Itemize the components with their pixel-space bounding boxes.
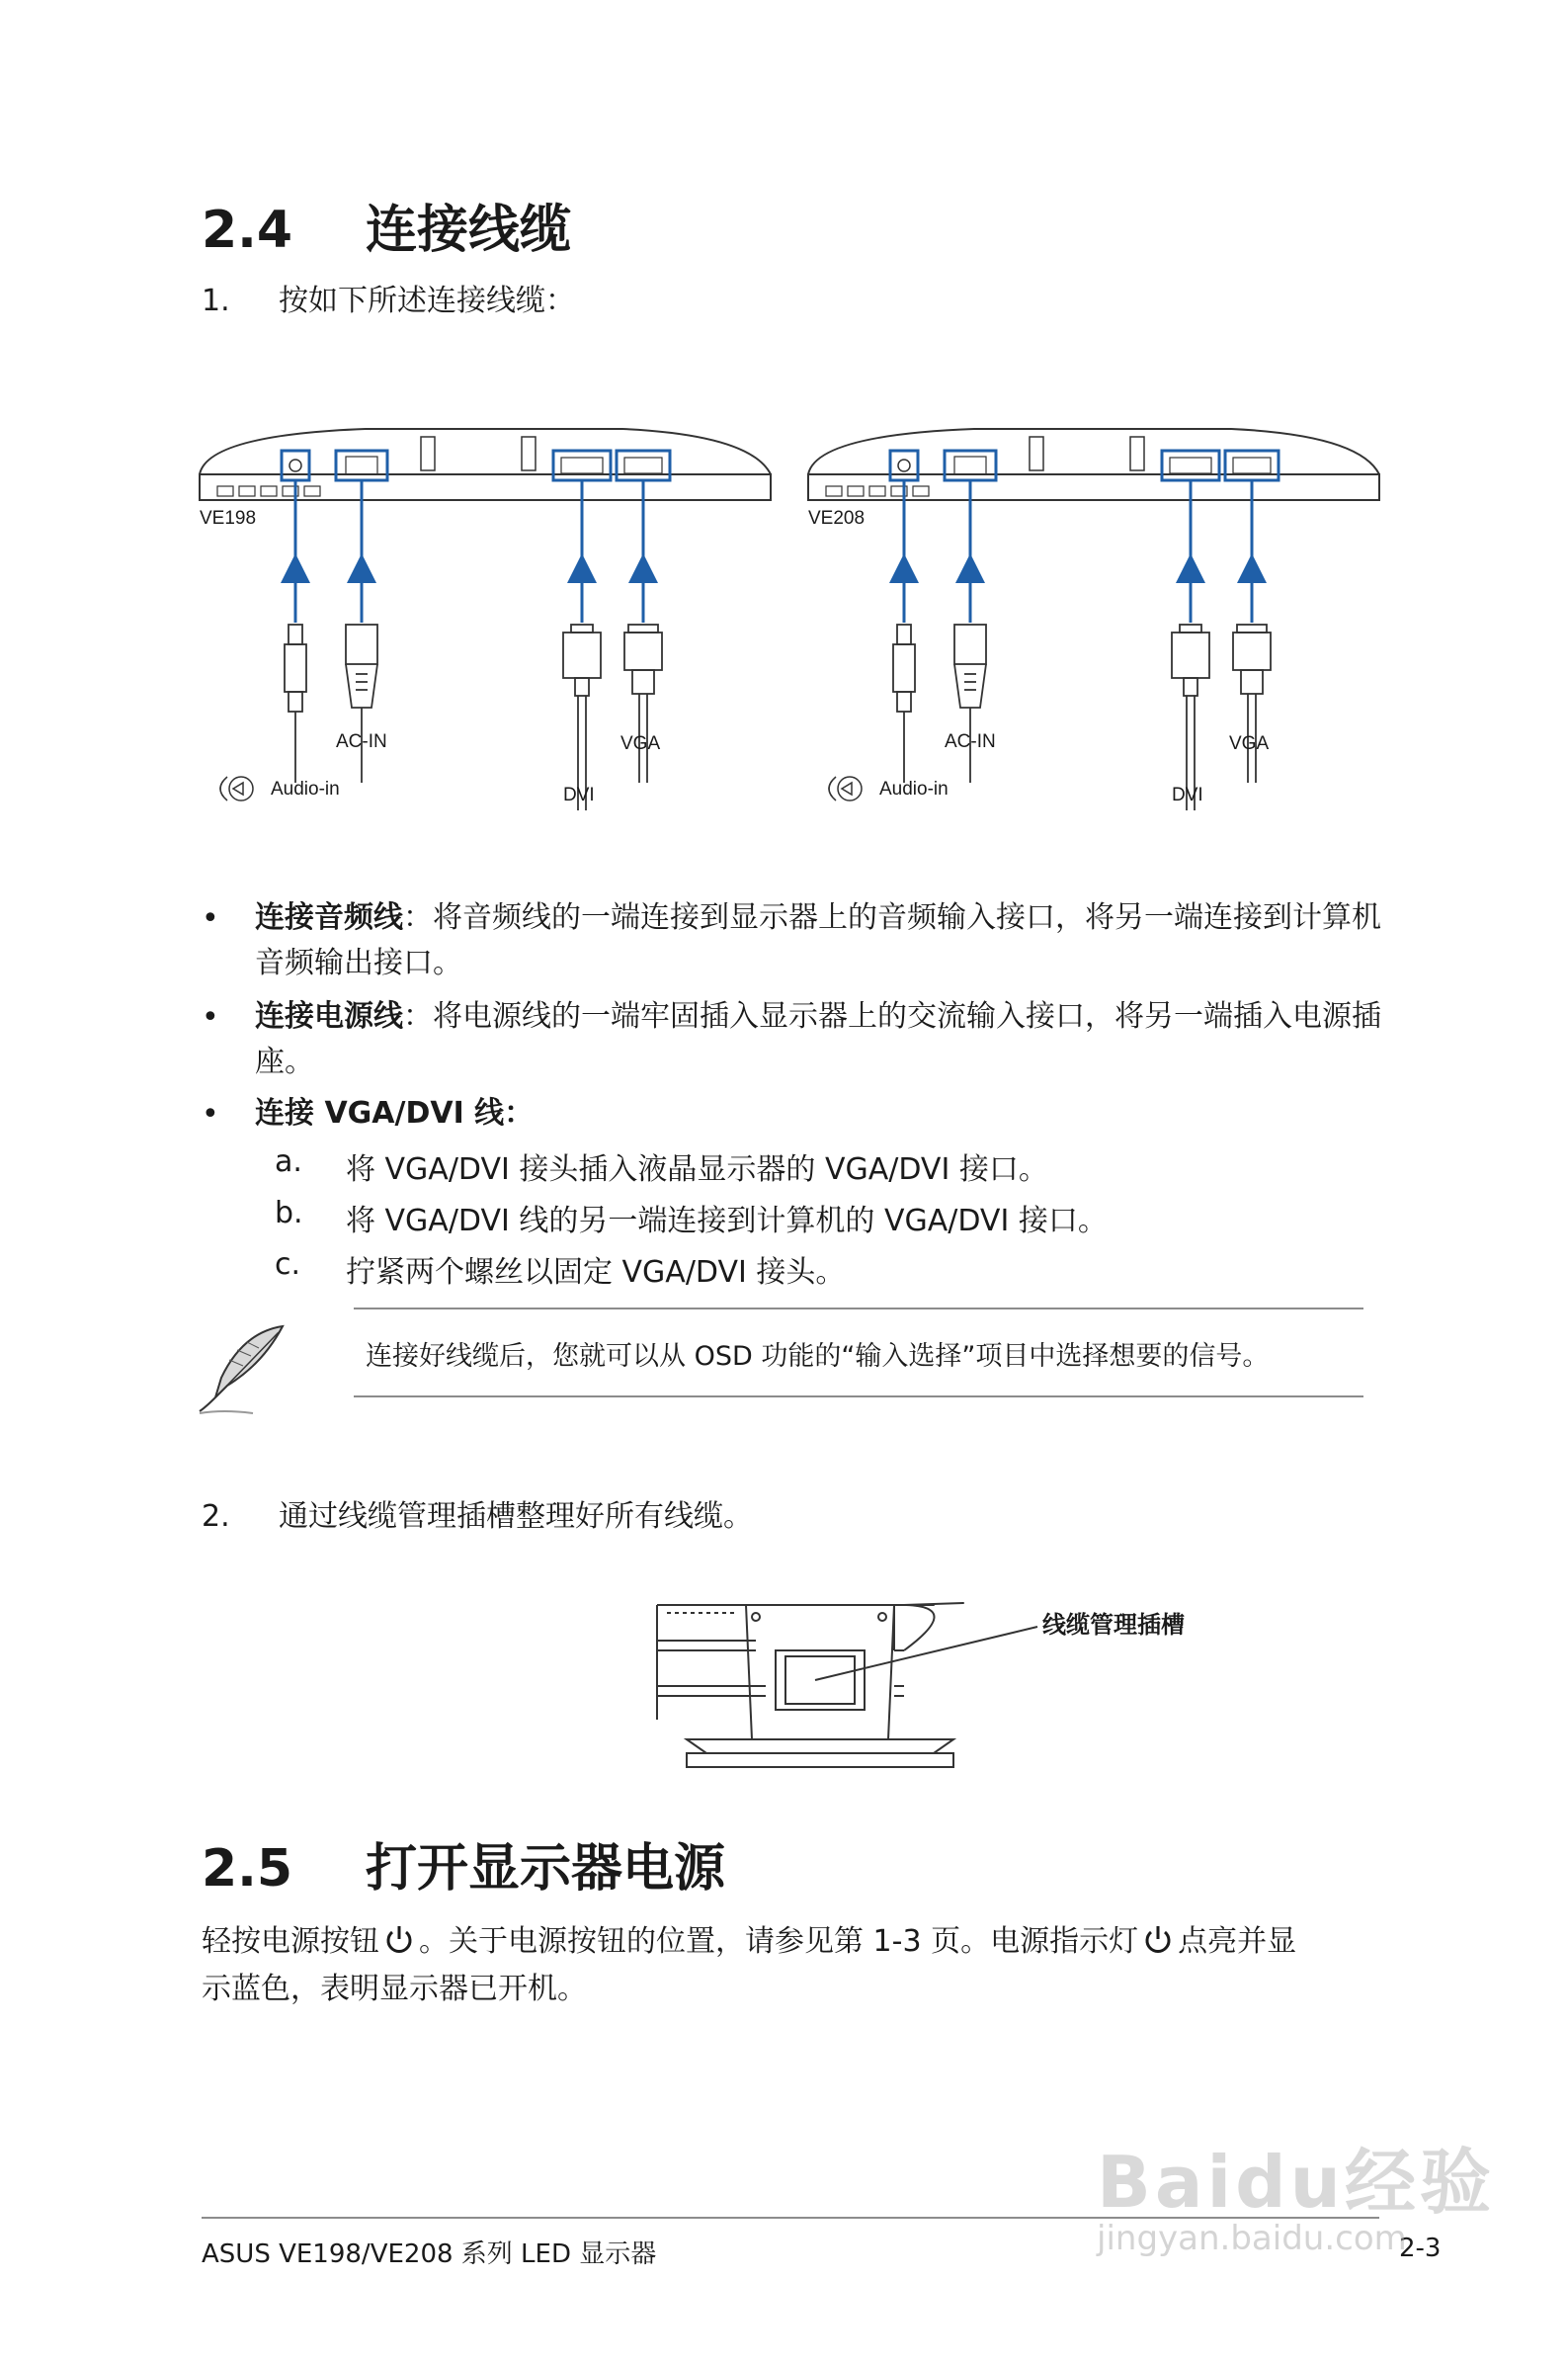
sub-step-text: 将 VGA/DVI 线的另一端连接到计算机的 VGA/DVI 接口。 [346, 1204, 1108, 1238]
callout-line [815, 1627, 1037, 1680]
sub-step-text: 将 VGA/DVI 接头插入液晶显示器的 VGA/DVI 接口。 [346, 1152, 1048, 1187]
vga-plug [624, 625, 662, 783]
power-paragraph [202, 1919, 1387, 1964]
dvi-label: DVI [563, 785, 595, 805]
ac-in-label: AC-IN [336, 731, 387, 752]
audio-plug [285, 625, 306, 783]
power-paragraph-line-2: 示蓝色，表明显示器已开机。 [202, 1972, 587, 2006]
step-2-text: 通过线缆管理插槽整理好所有线缆。 [279, 1499, 753, 1534]
step-1-text: 按如下所述连接线缆： [279, 284, 575, 318]
vga-label: VGA [1229, 733, 1270, 754]
bullet-audio [255, 895, 1381, 986]
footer-title: ASUS VE198/VE208 系列 LED 显示器 [202, 2239, 657, 2269]
bullet-title: 连接 VGA/DVI 线： [255, 1096, 535, 1131]
audio-in-icon [829, 777, 862, 801]
ve208-monitor-back [808, 429, 1379, 500]
audio-in-label: Audio-in [271, 779, 340, 800]
baidu-watermark-url: jingyan.baidu.com [1097, 2219, 1407, 2258]
feather-pen-icon [194, 1320, 292, 1419]
cable-slot-callout: 线缆管理插槽 [1042, 1611, 1185, 1639]
vga-label: VGA [620, 733, 661, 754]
cable-management-diagram [647, 1591, 1260, 1779]
bullet-vga-dvi [255, 1091, 1381, 1137]
power-icon [1141, 1923, 1175, 1957]
audio-in-icon [220, 777, 253, 801]
ve198-monitor-back [200, 429, 771, 500]
power-plug [954, 625, 986, 783]
power-plug [346, 625, 377, 783]
bullet-text: ：将电源线的一端牢固插入显示器上的交流输入接口，将另一端插入电源插座。 [255, 999, 1381, 1079]
bullet-title: 连接电源线 [255, 999, 403, 1034]
step-2-number: 2. [202, 1499, 230, 1534]
section-number: 2.5 [202, 1839, 293, 1899]
audio-plug [893, 625, 915, 783]
sub-step-letter: a. [275, 1144, 302, 1179]
sub-step-letter: c. [275, 1247, 301, 1282]
bullet-dot: • [202, 1000, 219, 1035]
model-label-ve208: VE208 [808, 508, 866, 529]
section-heading-2-4 [202, 188, 571, 262]
section-heading-2-5 [202, 1826, 725, 1900]
dvi-plug [1172, 625, 1209, 810]
paragraph-text: 点亮并显 [1178, 1924, 1297, 1959]
connection-diagram [188, 415, 1383, 830]
audio-in-label: Audio-in [879, 779, 949, 800]
section-title: 连接线缆 [366, 201, 572, 260]
model-label-ve198: VE198 [200, 508, 257, 529]
baidu-watermark-logo: Baidu经验 [1097, 2141, 1495, 2224]
dvi-label: DVI [1172, 785, 1203, 805]
note-bottom-rule [354, 1395, 1363, 1397]
note-text: 连接好线缆后，您就可以从 OSD 功能的“输入选择”项目中选择想要的信号。 [366, 1341, 1270, 1372]
paragraph-text: 轻按电源按钮 [202, 1924, 379, 1959]
step-1-number: 1. [202, 284, 230, 318]
ac-in-label: AC-IN [945, 731, 996, 752]
page-number: 2-3 [1399, 2234, 1442, 2263]
bullet-power [255, 994, 1381, 1085]
bullet-dot: • [202, 1097, 219, 1132]
section-title: 打开显示器电源 [366, 1839, 726, 1899]
sub-step-letter: b. [275, 1196, 303, 1230]
bullet-title: 连接音频线 [255, 900, 403, 935]
section-number: 2.4 [202, 201, 293, 260]
bullet-dot: • [202, 901, 219, 936]
paragraph-text: 。关于电源按钮的位置，请参见第 1-3 页。电源指示灯 [419, 1924, 1139, 1959]
vga-plug [1233, 625, 1271, 783]
dvi-plug [563, 625, 601, 810]
bullet-text: ：将音频线的一端连接到显示器上的音频输入接口，将另一端连接到计算机音频输出接口。 [255, 900, 1381, 980]
note-top-rule [354, 1308, 1363, 1309]
power-icon [382, 1923, 416, 1957]
sub-step-text: 拧紧两个螺丝以固定 VGA/DVI 接头。 [346, 1255, 846, 1290]
